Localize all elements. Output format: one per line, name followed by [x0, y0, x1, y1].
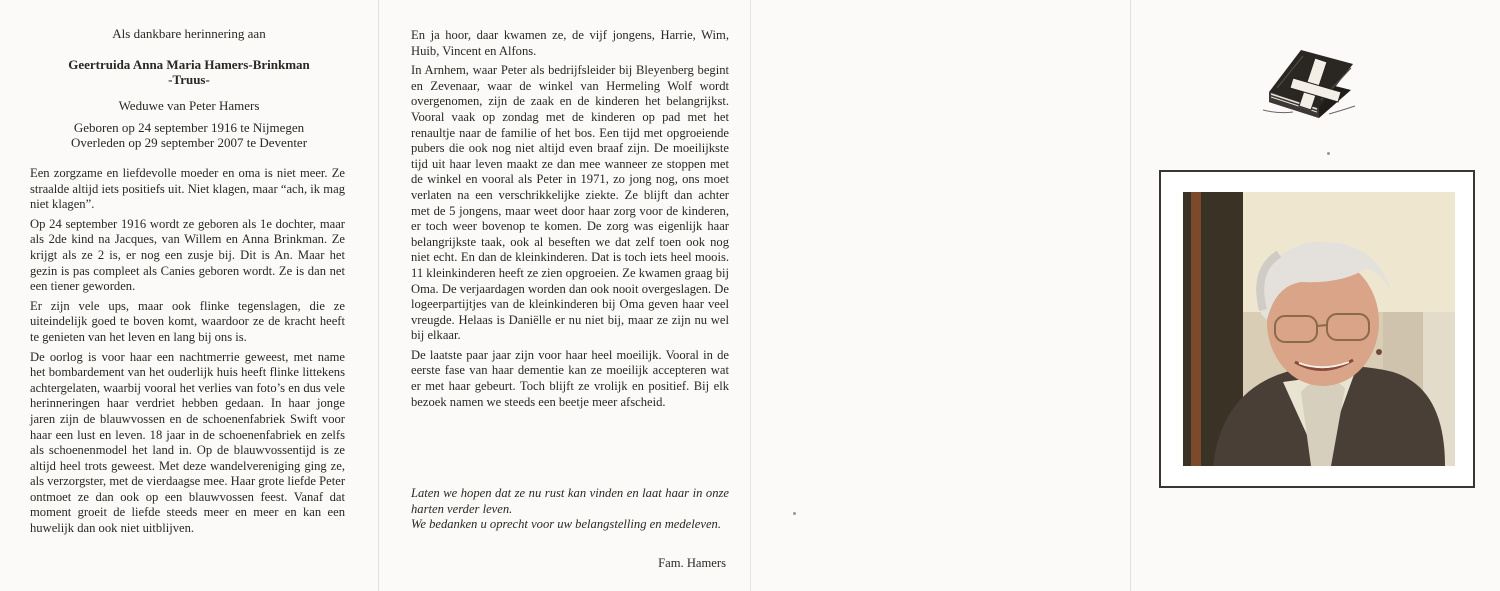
born-line: Geboren op 24 september 1916 te Nijmegen	[73, 120, 305, 135]
biography-part-2	[411, 28, 729, 414]
paper-speck	[1327, 152, 1330, 155]
paragraph: De laatste paar jaar zijn voor haar heel moeilijk. Vooral in de eerste fase van haar dementie kan ze moeilijk accepteren wat er met haar gebeurt. Toch blijft ze vrolijk en positief. Bij elk bezoek namen we steeds een beetje meer afscheid.	[411, 347, 729, 409]
paper-speck	[793, 512, 796, 515]
bible-with-cross-icon	[1259, 40, 1359, 120]
signature: Fam. Hamers	[658, 556, 726, 570]
died-line: Overleden op 29 september 2007 te Deventer	[70, 135, 308, 150]
closing-words	[411, 486, 729, 533]
panel-left	[0, 0, 378, 591]
closing-line: Laten we hopen dat ze nu rust kan vinden en laat haar in onze harten verder leven.	[411, 486, 729, 516]
panel-middle	[378, 0, 750, 591]
deceased-name: Geertruida Anna Maria Hamers-Brinkman	[68, 57, 310, 72]
photo-frame	[1159, 170, 1475, 488]
paragraph: De oorlog is voor haar een nachtmerrie geweest, met name het bombardement van het ouderlijk huis heeft flinke littekens achtergelaten, waarbij vooral het verlies van foto’s en dus vele herinneringen haar verdriet hebben gedaan. In haar jonge jaren zijn de blauwvossen en de schoenenfabriek Swift voor haar een lust en leven. 18 jaar in de schoenenfabriek en zelfs als schoenenmodel het land in. Op de blauwvossentijd is ze altijd heel trots geweest. Met deze wandelvereniging ging ze, als verzorgster, met de vierdaagse mee. Haar grote liefde Peter ontmoet ze dan ook op een blauwvossen feest. Vanaf dat moment groeit de liefde steeds meer en meer en kan een huwelijk dan ook niet uitblijven.	[30, 349, 346, 536]
closing-line: We bedanken u oprecht voor uw belangstelling en medeleven.	[411, 517, 721, 532]
paragraph: In Arnhem, waar Peter als bedrijfsleider bij Bleyenberg begint en Zevenaar, waar de winkel van Hermeling Wolf wordt overgenomen, zijn de zaak en de kinderen het belangrijkst. Vooral vaak op zondag met de kinderen op pad met het renaultje naar de familie of het bos. Een tijd met opgroeiende pubers die ook nog niet altijd even braaf zijn. De moeilijkste tijd uit haar leven maakt ze dan mee wanneer ze stoppen met de winkel en vooral als Peter in 1971, zo jong nog, ons moet verlaten na een verschrikkelijke ziekte. Ze blijft dan achter met de 5 jongens, maar weet door haar zorg voor de kinderen, er toch weer bovenop te komen. De zorg was eigenlijk haar belangrijkste taak, ook al beseften we dat zelf toen ook nog niet echt. En dan de kleinkinderen. Dat is toch iets heel moois. 11 kleinkinderen heeft ze zien opgroeien. Ze kwamen graag bij Oma. De verjaardagen worden dan ook nooit overgeslagen. De logeerpartijtjes van de kleinkinderen bij Oma geven haar veel vreugde. Helaas is Daniëlle er nu niet bij, maar ze zijn nu wel bij elkaar.	[411, 63, 729, 343]
panel-blank	[750, 0, 1130, 591]
biography-part-1	[30, 166, 345, 541]
panel-right	[1130, 0, 1500, 591]
deceased-nickname: -Truus-	[168, 72, 210, 87]
paragraph: Er zijn vele ups, maar ook flinke tegenslagen, die ze uiteindelijk goed te boven komt, waardoor ze de kracht heeft te genieten van het leven en lang bij ons is.	[30, 298, 345, 344]
paragraph: Op 24 september 1916 wordt ze geboren als 1e dochter, maar als 2de kind na Jacques, van Willem en Anna Brinkman. Ze krijgt als ze 2 is, er nog een zusje bij. Dit is An. Maar het gezin is pas compleet als Canies geboren wordt. Ze is dan net een tiener geworden.	[30, 216, 345, 294]
intro-line: Als dankbare herinnering aan	[112, 26, 266, 41]
paragraph: En ja hoor, daar kwamen ze, de vijf jongens, Harrie, Wim, Huib, Vincent en Alfons.	[411, 28, 729, 58]
paragraph: Een zorgzame en liefdevolle moeder en oma is niet meer. Ze straalde altijd iets positiefs uit. Niet klagen, maar “ach, ik mag niet klagen”.	[30, 166, 345, 212]
widow-line: Weduwe van Peter Hamers	[118, 98, 260, 113]
portrait-photo	[1183, 192, 1455, 466]
